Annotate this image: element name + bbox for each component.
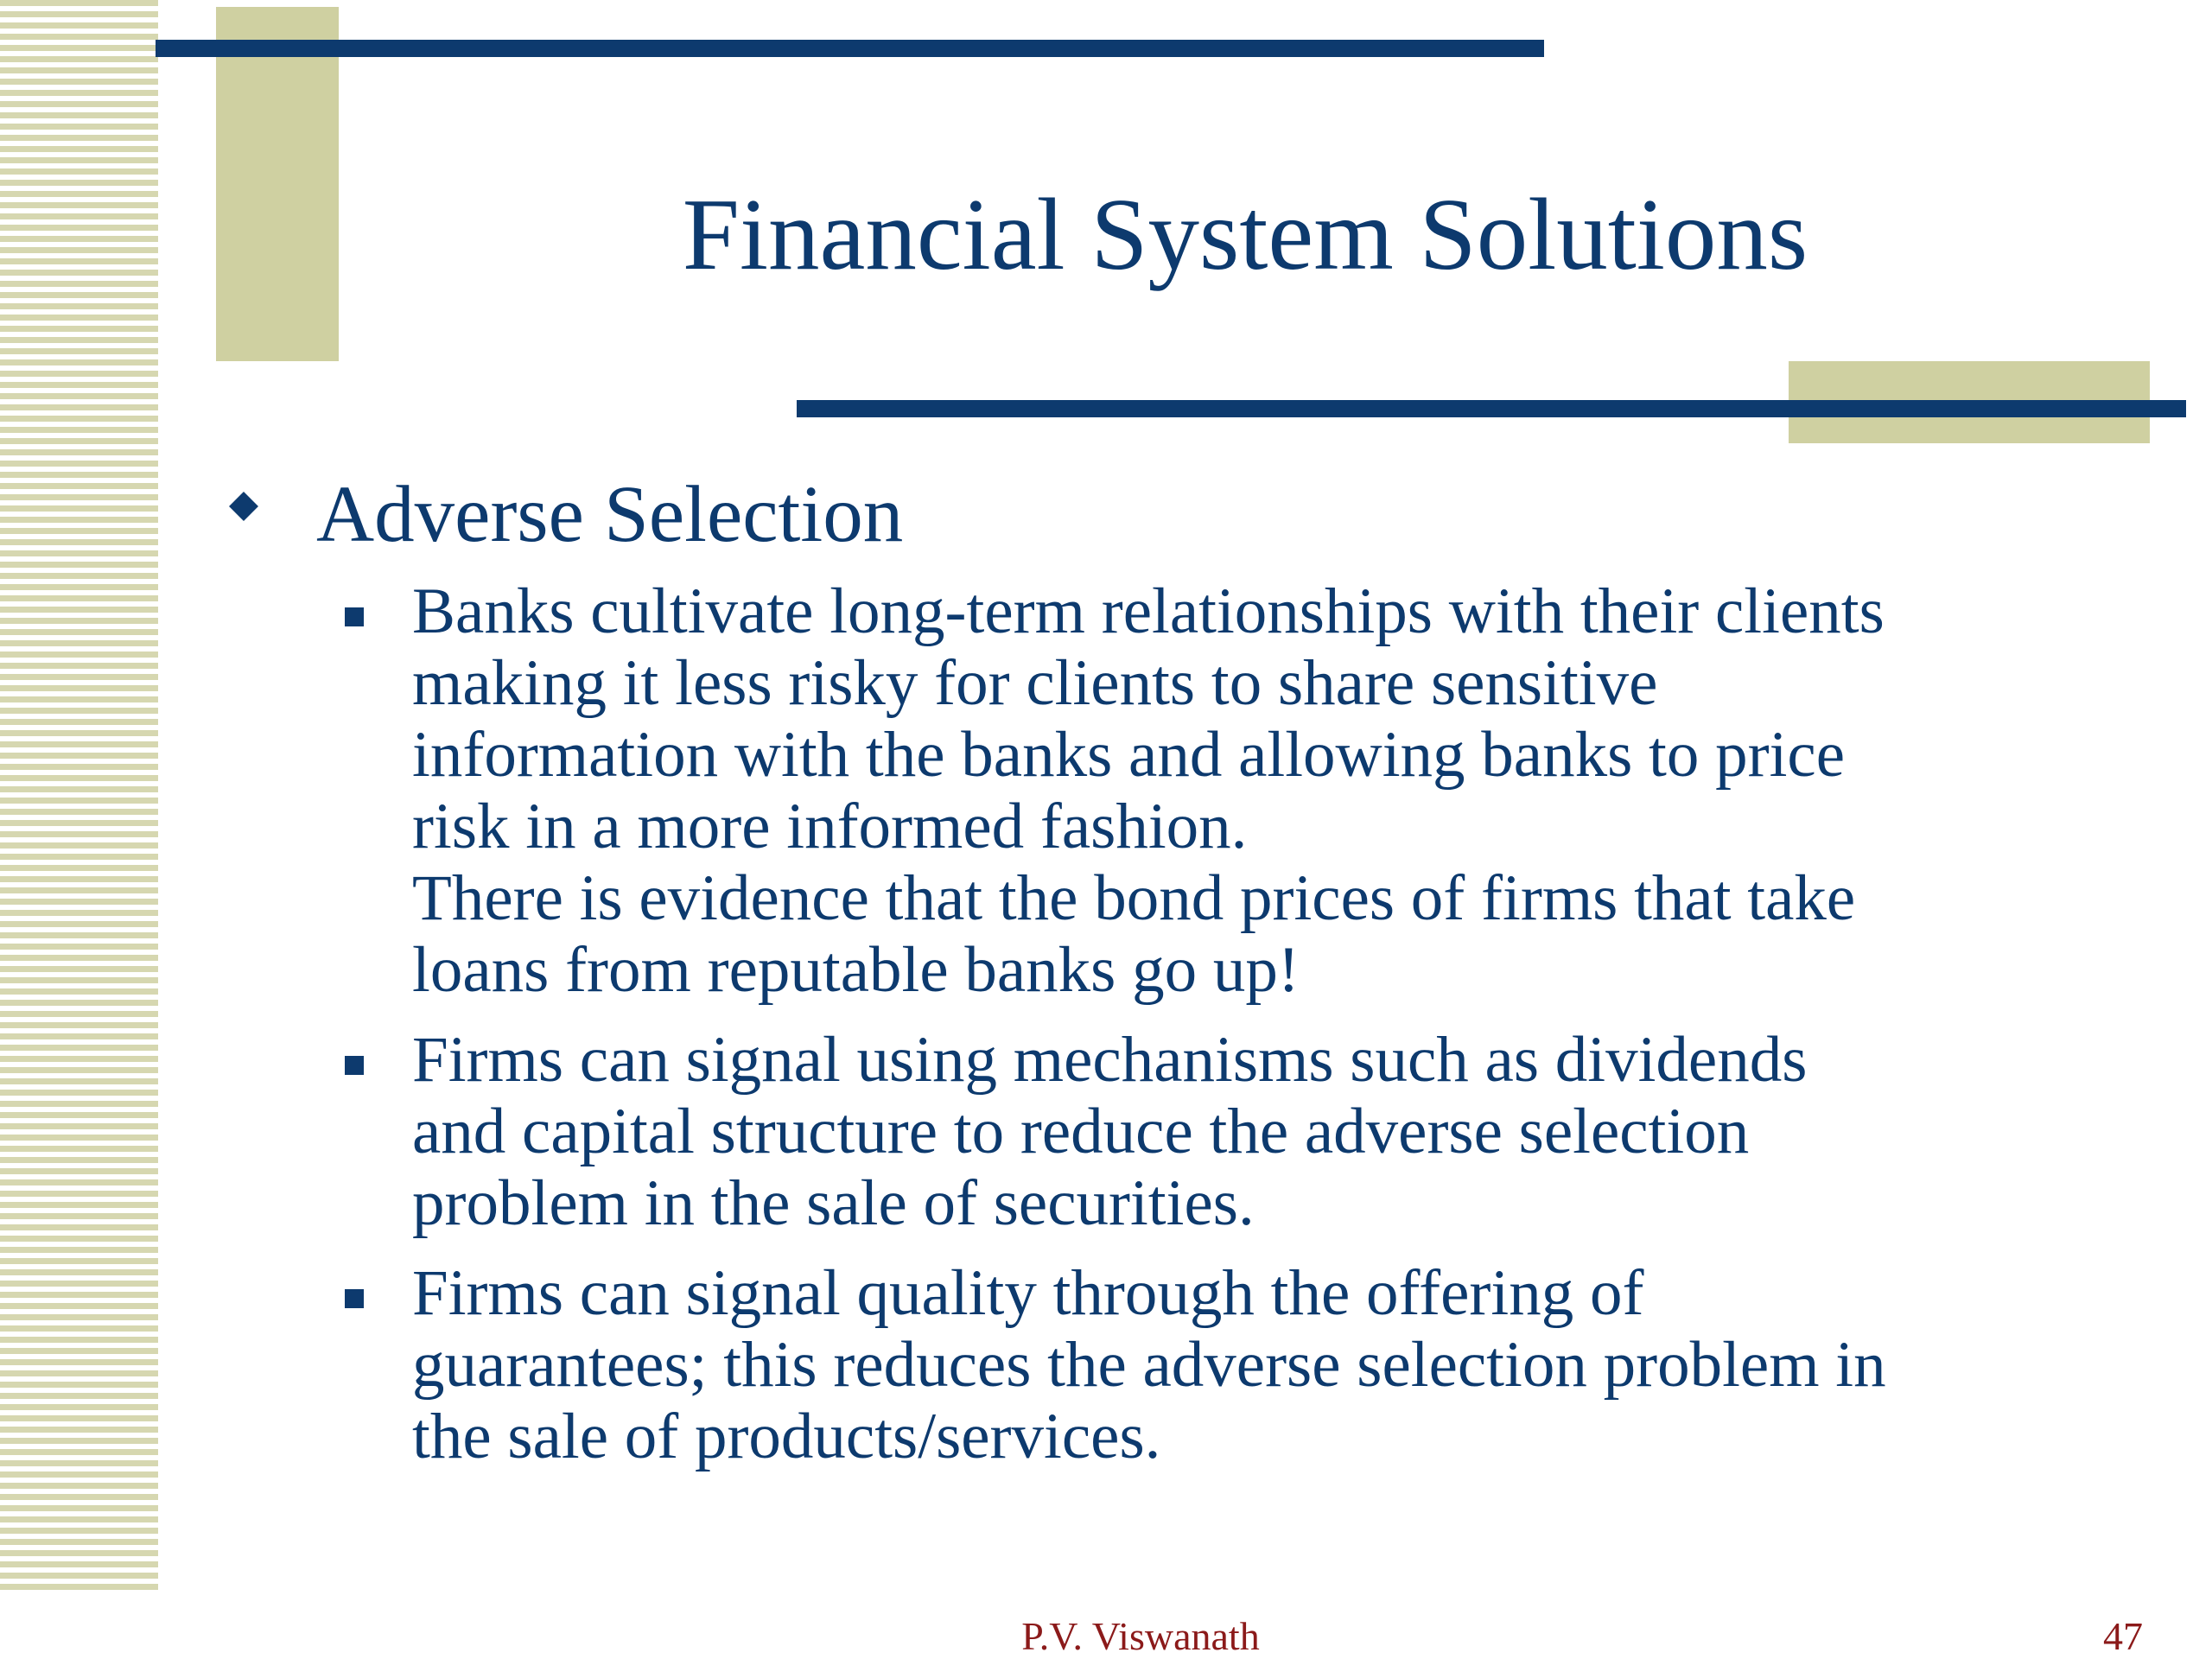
footer-author: P.V. Viswanath bbox=[1021, 1614, 1260, 1658]
square-bullet-icon bbox=[345, 607, 364, 626]
text-line: information with the banks and allowing banks to price bbox=[412, 719, 1845, 791]
text-line: guarantees; this reduces the adverse selection problem in bbox=[412, 1329, 1886, 1401]
bullet-heading: Adverse Selection bbox=[316, 470, 904, 559]
decorative-bar-top bbox=[156, 40, 1544, 57]
text-line: Firms can signal using mechanisms such as dividends bbox=[412, 1024, 1808, 1096]
slide-title: Financial System Solutions bbox=[682, 177, 1808, 291]
diamond-bullet-icon bbox=[229, 492, 258, 521]
page-number: 47 bbox=[2103, 1614, 2143, 1658]
square-bullet-icon bbox=[345, 1289, 364, 1308]
text-line: loans from reputable banks go up! bbox=[412, 934, 1300, 1006]
sub-point-banks bbox=[412, 575, 2140, 1006]
text-line: and capital structure to reduce the adverse selection bbox=[412, 1096, 1750, 1167]
decorative-khaki-block-top bbox=[216, 7, 339, 361]
text-line: Banks cultivate long-term relationships with their clients bbox=[412, 575, 1885, 647]
text-line: Firms can signal quality through the offering of bbox=[412, 1257, 1644, 1329]
text-line: the sale of products/services. bbox=[412, 1401, 1161, 1472]
text-line: There is evidence that the bond prices of firms that take bbox=[412, 862, 1856, 934]
text-line: problem in the sale of securities. bbox=[412, 1167, 1255, 1239]
text-line: risk in a more informed fashion. bbox=[412, 791, 1248, 862]
square-bullet-icon bbox=[345, 1056, 364, 1075]
sub-point-signal-guarantees bbox=[412, 1257, 2140, 1472]
decorative-stripes bbox=[0, 0, 158, 1590]
text-line: making it less risky for clients to share sensitive bbox=[412, 647, 1658, 719]
decorative-bar-middle bbox=[797, 400, 2186, 417]
sub-point-signal-dividends bbox=[412, 1024, 2140, 1239]
